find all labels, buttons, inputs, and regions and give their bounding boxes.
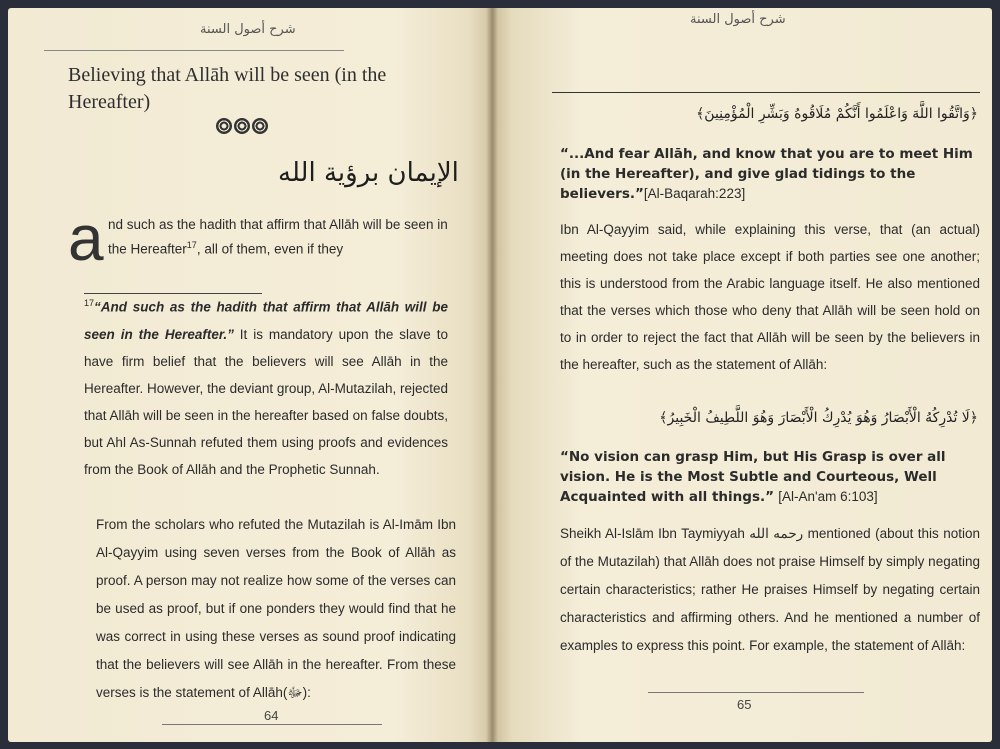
verse-reference: [Al-Baqarah:223] — [643, 186, 746, 201]
header-rule — [552, 92, 980, 93]
page-number: 65 — [737, 697, 752, 712]
intro-text: nd such as the hadith that affirm that Allāh will be seen in the Hereafter — [108, 217, 448, 257]
footnote-text: It is mandatory upon the slave to have firm belief that the believers will see Allāh in the Hereafter. However, the deviant group, Al-Mutazilah, rejected that Allāh will be seen in the hereafter based on false doubts, but Ahl As-Sunnah refuted them using proofs and evidences from the Book of Allāh and the Prophetic Sunnah. — [84, 326, 448, 477]
flower-ornament-icon — [216, 118, 232, 134]
translation-text: “No vision can grasp Him, but His Grasp is over all vision. He is the Most Subtle and Courteous, Well Acquainted with all things.” — [560, 449, 946, 505]
body-paragraph: From the scholars who refuted the Mutazilah is Al-Imām Ibn Al-Qayyim using seven verses from the Book of Allāh as proof. A person may not realize how some of the verses can be used as proof, but if one ponders they would find that he was correct in using these verses as sound proof indicating that the believers will see Allāh in the hereafter. From these verses is the statement of Allāh(ﷻ): — [96, 517, 456, 700]
page-number: 64 — [264, 708, 279, 723]
ornament-divider — [216, 118, 268, 134]
verse-translation — [560, 144, 980, 204]
book-gutter — [486, 8, 498, 742]
right-page — [492, 8, 992, 742]
flower-ornament-icon — [234, 118, 250, 134]
drop-cap: a — [68, 202, 104, 274]
quran-verse-arabic: ﴿وَاتَّقُوا اللَّهَ وَاعْلَمُوا أَنَّكُمْ مُلَاقُوهُ وَبَشِّرِ الْمُؤْمِنِينَ﴾ — [696, 106, 978, 122]
quran-verse-arabic: ﴿لَا تُدْرِكُهُ الْأَبْصَارُ وَهُوَ يُدْرِكُ الْأَبْصَارَ وَهُوَ اللَّطِيفُ الْخَبِيرُ﴾ — [659, 410, 978, 426]
chapter-title: Believing that Allāh will be seen (in the Hereafter) — [68, 64, 387, 113]
intro-paragraph — [108, 215, 448, 260]
left-page — [8, 8, 492, 742]
header-rule — [44, 50, 344, 51]
footer-rule — [162, 724, 382, 725]
verse-translation — [560, 447, 980, 507]
flower-ornament-icon — [252, 118, 268, 134]
body-paragraph: Ibn Al-Qayyim said, while explaining this verse, that (an actual) meeting does not take place except if both parties see one another; this is understood from the Arabic language itself. He also mentioned that the verses which those who deny that Allāh will be seen hold on to in order to reject the fact that Allāh will be seen by the believers in the hereafter, such as the statement of Allāh: — [560, 222, 980, 372]
intro-text-end: , all of them, even if they — [196, 241, 344, 257]
running-header-arabic: شرح أصول السنة — [690, 12, 786, 27]
footnote-paragraph — [84, 290, 448, 483]
footnote-number: 17 — [84, 298, 95, 308]
footer-rule — [648, 692, 864, 693]
translation-text: “...And fear Allāh, and know that you are to meet Him (in the Hereafter), and give glad tidings to the believers.” — [560, 146, 973, 202]
arabic-calligraphy-title: الإيمان برؤية الله — [278, 158, 459, 188]
verse-reference: [Al-An'am 6:103] — [778, 489, 878, 504]
footnote-quote: “And such as the hadith that affirm that Allāh will be seen in the Hereafter.” — [84, 299, 448, 342]
running-header-arabic: شرح أصول السنة — [200, 22, 296, 37]
footnote-ref[interactable]: 17 — [186, 240, 197, 250]
body-paragraph: Sheikh Al-Islām Ibn Taymiyyah رحمه الله mentioned (about this notion of the Mutazilah) that Allāh does not praise Himself by simply negating certain characteristics; rather He praises Himself by negating certain characteristics and affirming others. And he mentioned a number of examples to express this point. For example, the statement of Allāh: — [560, 526, 980, 653]
